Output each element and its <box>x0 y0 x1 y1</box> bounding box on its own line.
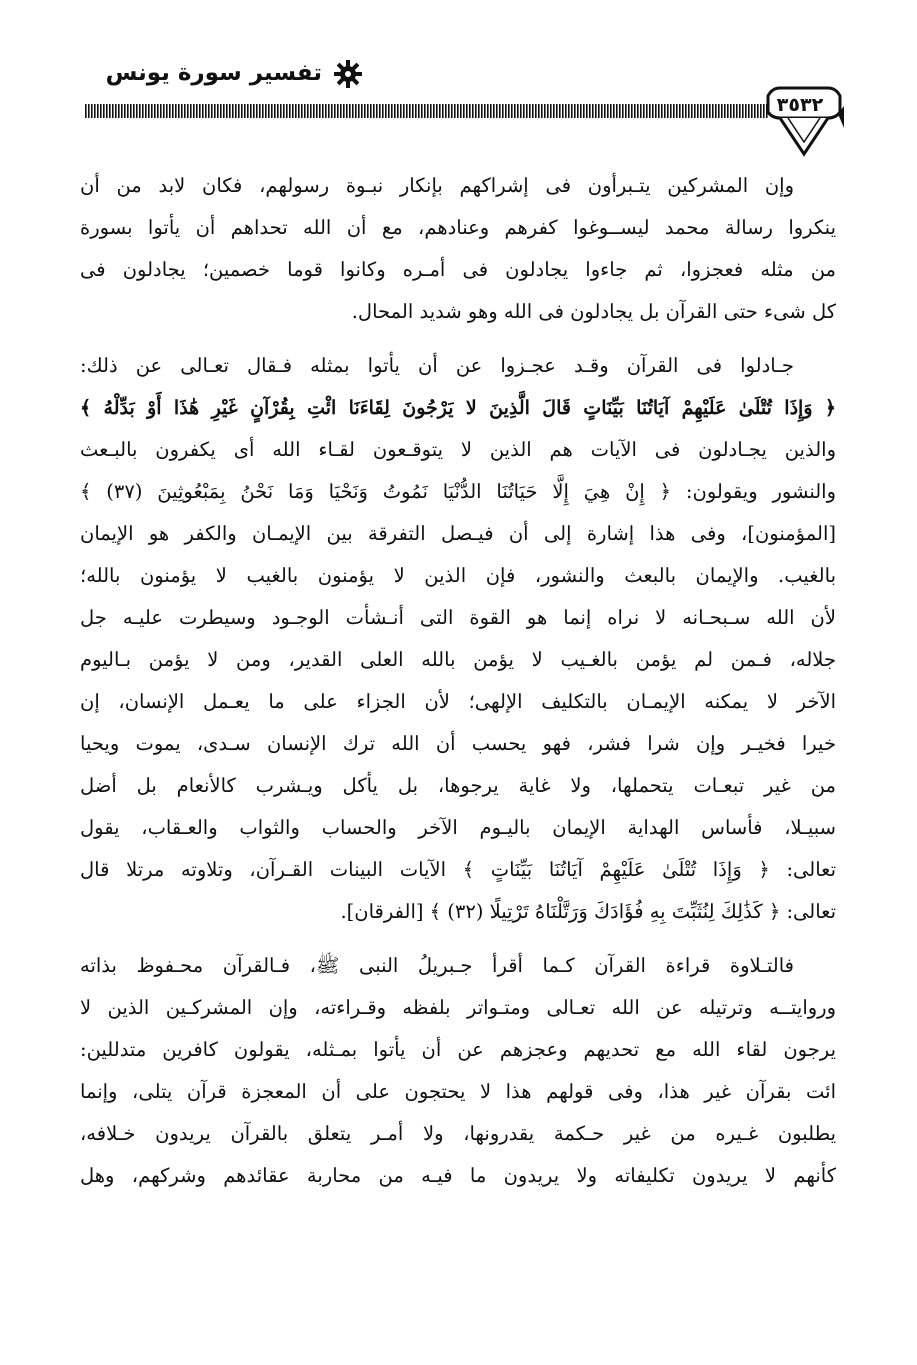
text-line: والنشور ويقولون: ﴿ إِنْ هِيَ إِلَّا حَيَاتُنَا الدُّنْيَا نَمُوتُ وَنَحْيَا وَمَا نَحْنُ بِمَبْعُوثِينَ (٣٧) ﴾ <box>80 480 836 503</box>
page-header <box>0 0 917 165</box>
text-line: كأنهم لا يريدون تكليفاته ولا يريدون ما فيـه من محاربة عقائدهم وشركهم، وهل <box>80 1164 836 1187</box>
text-line: خيرا فخيـر وإن شرا فشر، فهو يحسب أن الله ترك الإنسان سـدى، يموت ويحيا <box>80 732 836 755</box>
text-line: يرجون لقاء الله مع تحديهم وعجزهم عن أن يأتوا بمـثله، يقولون كافرين متدللين: <box>80 1038 836 1061</box>
text-line: من غير تبعـات يتحملها، ولا غاية يرجوها، بل يأكل ويـشرب كالأنعام بل أضل <box>80 774 836 797</box>
text-line: تعالى: ﴿ كَذَٰلِكَ لِنُثَبِّتَ بِهِ فُؤَادَكَ وَرَتَّلْنَاهُ تَرْتِيلًا (٣٢) ﴾ [الفرقان]. <box>340 900 836 923</box>
text-line: كل شىء حتى القرآن بل يجادلون فى الله وهو شديد المحال. <box>351 300 836 323</box>
paragraph-2 <box>80 345 836 933</box>
page-number: ٣٥٣٢ <box>776 94 824 116</box>
text-line: والذين يجـادلون فى الآيات هم الذين لا يتوقـعون لقـاء الله أى يكفرون بالبـعث <box>80 438 836 461</box>
quran-verse-line: ﴿ وَإِذَا تُتْلَىٰ عَلَيْهِمْ آيَاتُنَا بَيِّنَاتٍ قَالَ الَّذِينَ لا يَرْجُونَ لِقَاءَنَا ائْتِ بِقُرْآنٍ غَيْرِ هَٰذَا أَوْ بَدِّلْهُ ﴾ <box>80 397 836 419</box>
text-line: جلاله، فـمن لم يؤمن بالغـيب لا يؤمن بالله العلى القدير، ومن لا يؤمن بـاليوم <box>80 648 836 671</box>
text-line: ينكروا رسالة محمد ليســوغوا كفرهم وعنادهم، مع أن الله تحداهم أن يأتوا بسورة <box>80 216 836 239</box>
page-body <box>80 165 836 1209</box>
text-line: الآخر لا يمكنه الإيمـان بالتكليف الإلهى؛ لأن الجزاء على ما يعـمل الإنسان، إن <box>80 690 836 713</box>
text-line: من مثله فعجزوا، ثم جاءوا يجادلون فى أمـره وكانوا قوما خصمين؛ يجادلون فى <box>80 258 836 281</box>
text-line: وروايتــه وترتيله عن الله تعـالى ومتـواتر بلفظه وقـراءته، وإن المشركـين الذين لا <box>80 996 836 1019</box>
text-line: لأن الله سـبحـانه لا نراه إنما هو القوة التى أنـشأت الوجـود وسيطرت عليـه جل <box>80 606 836 629</box>
text-line: يطلبون غـيره من غير حـكمة يقدرونها، ولا أمـر يتعلق بالقرآن يريدون خـلافه، <box>80 1122 836 1145</box>
text-line: فالتـلاوة قراءة القرآن كـما أقرأ جـبريلُ النبى ﷺ، فـالقرآن محـفوظ بذاته <box>80 954 794 977</box>
paragraph-1 <box>80 165 836 333</box>
text-line: بالغيب. والإيمان بالبعث والنشور، فإن الذين لا يؤمنون بالغيب لا يؤمنون بالله؛ <box>80 564 836 587</box>
paragraph-3 <box>80 945 836 1197</box>
ornament-icon <box>332 58 364 90</box>
text-line: سبيـلا، فأساس الهداية الإيمان باليـوم الآخر والحساب والثواب والعـقاب، يقول <box>80 816 836 839</box>
text-line: وإن المشركين يتـبرأون فى إشراكهم بإنكار نبـوة رسولهم، فكان لابد من أن <box>80 174 794 197</box>
text-line: [المؤمنون]، وفى هذا إشارة إلى أن فيـصل التفرقة بين الإيمـان والكفر هو الإيمان <box>80 522 836 545</box>
text-line: ائت بقرآن غير هذا، وفى قولهم هذا لا يحتجون على أن المعجزة قرآن يتلى، وإنما <box>80 1080 836 1103</box>
text-line: تعالى: ﴿ وَإِذَا تُتْلَىٰ عَلَيْهِمْ آيَاتُنَا بَيِّنَاتٍ ﴾ الآيات البينات القـرآن، وتلاوته مرتلا قال <box>80 858 836 881</box>
running-title: تفسير سورة يونس <box>105 60 322 86</box>
header-rule <box>85 104 768 118</box>
text-line: جـادلوا فى القرآن وقـد عجـزوا عن أن يأتوا بمثله فـقال تعـالى عن ذلك: <box>80 354 794 377</box>
